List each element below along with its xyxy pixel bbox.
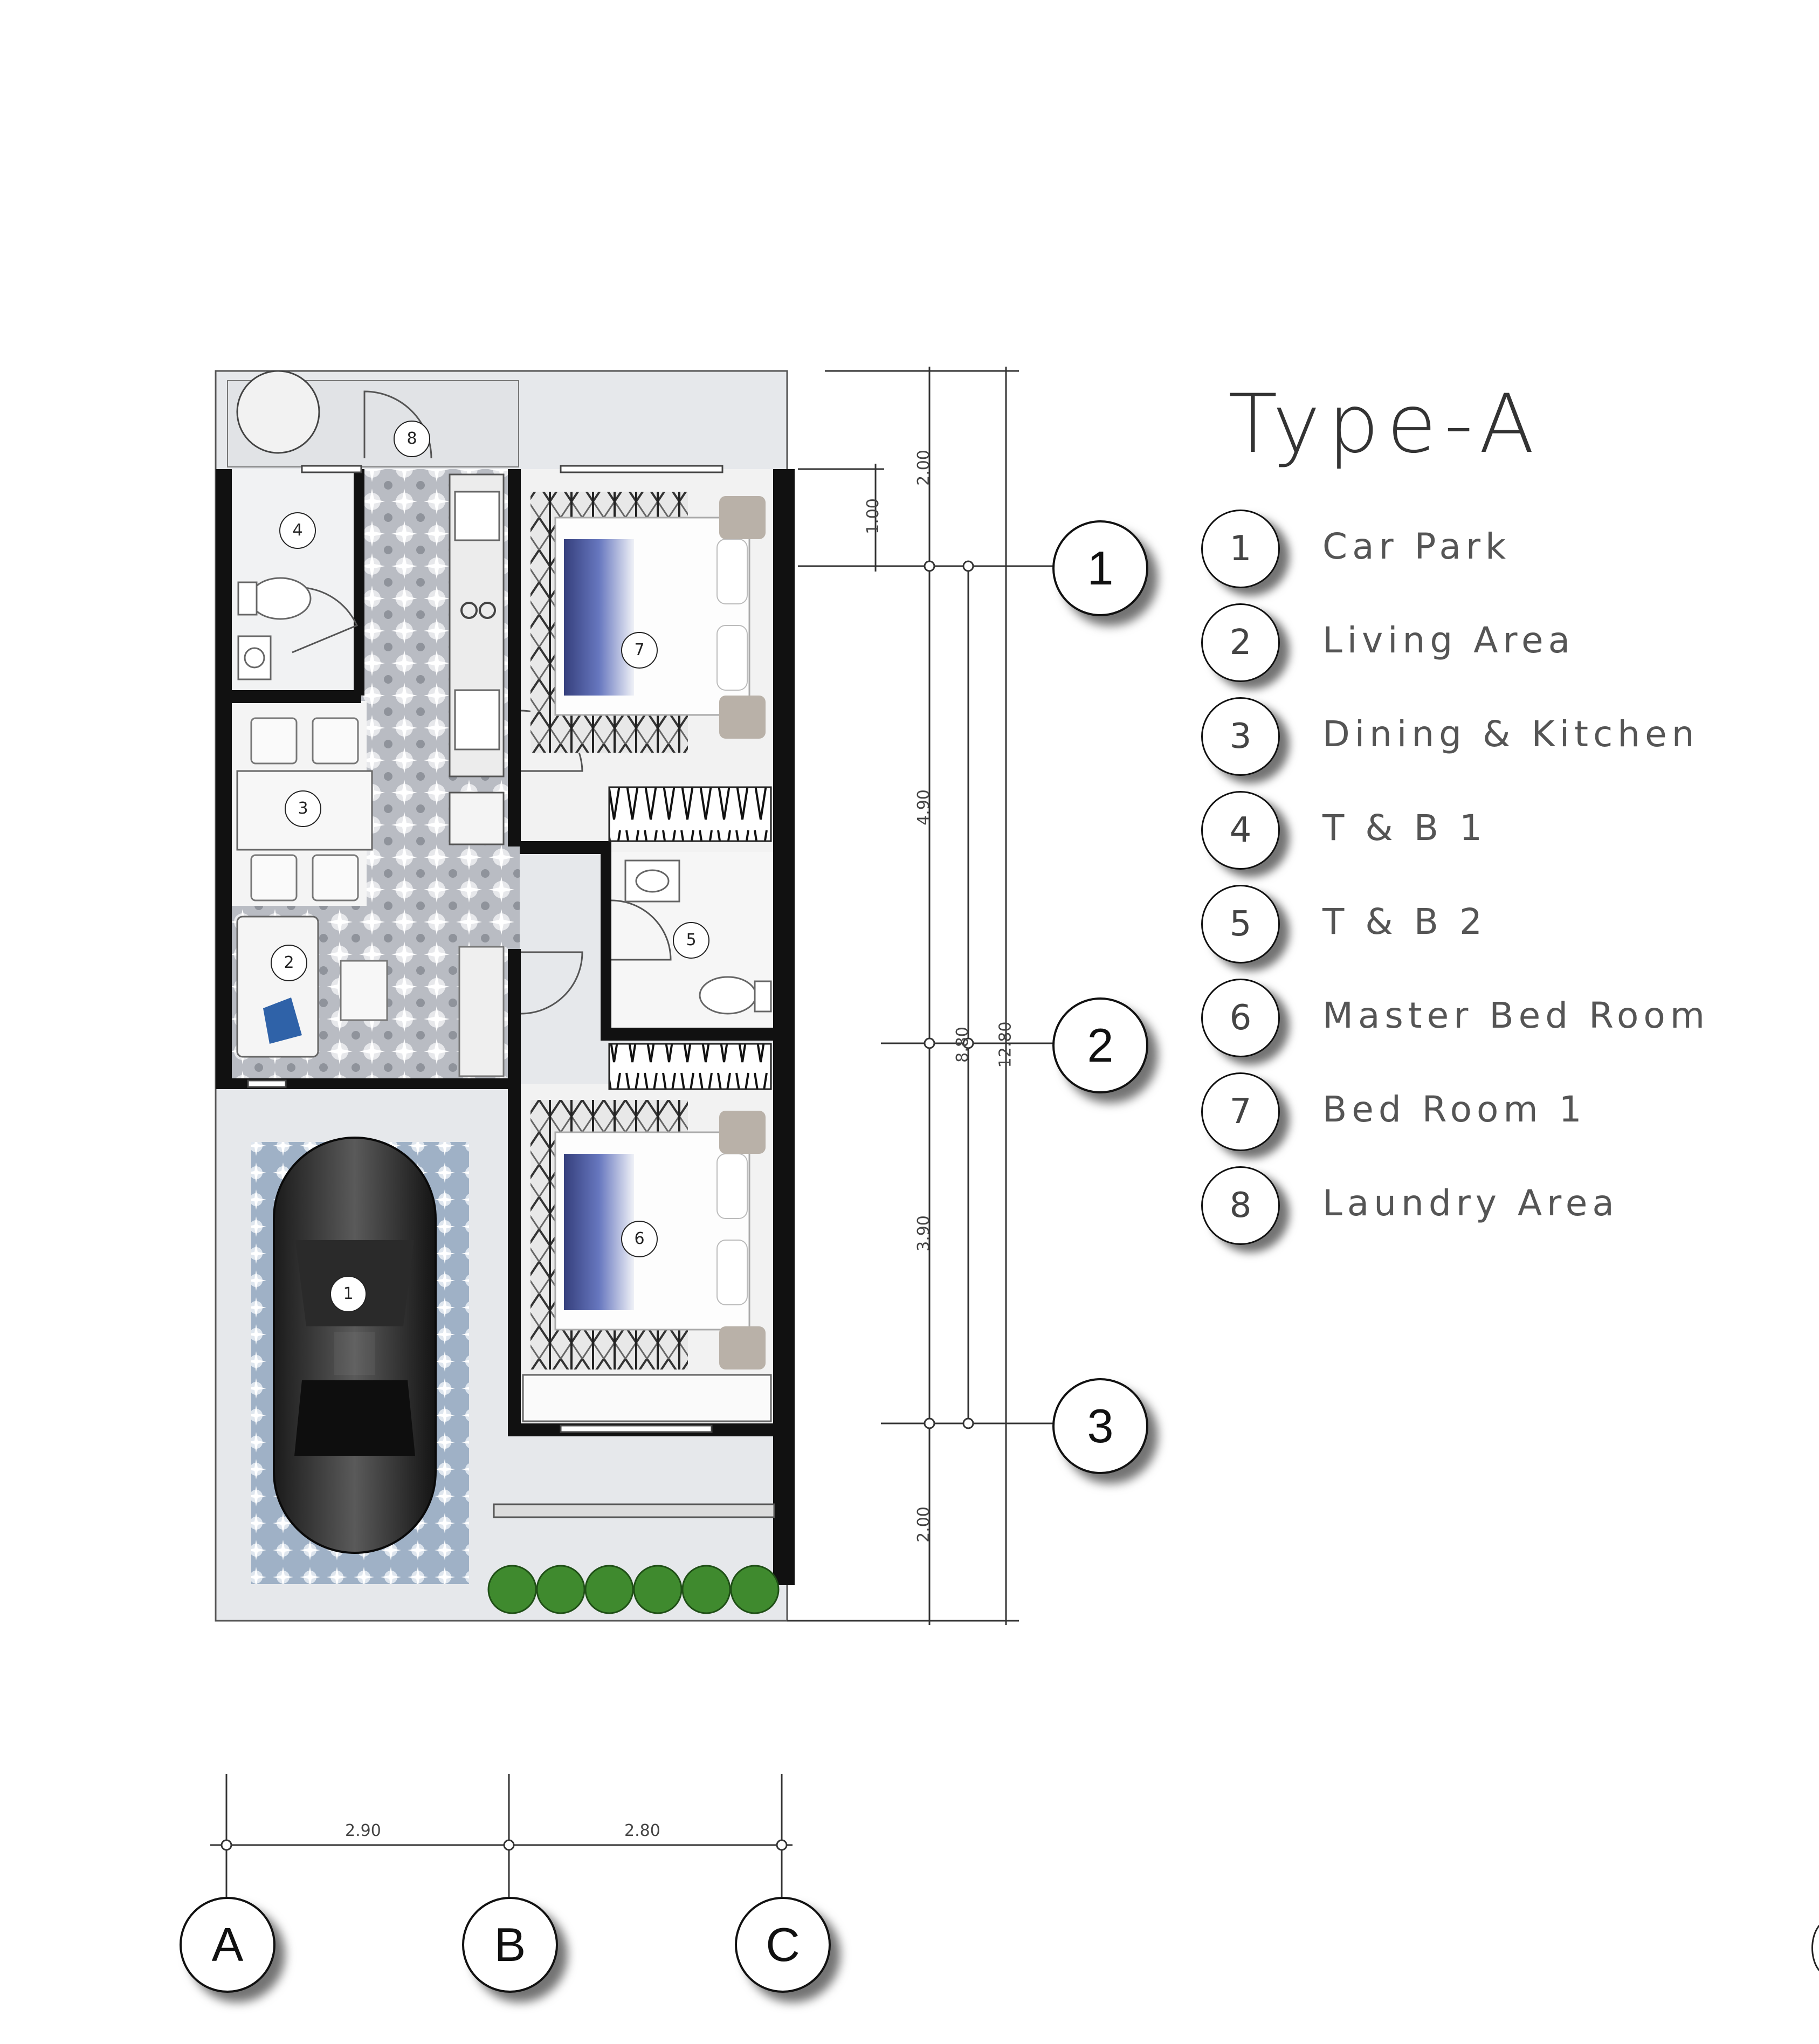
legend-label: T & B 1 — [1322, 807, 1487, 849]
legend-number: 3 — [1201, 697, 1280, 776]
dim-label-2-90: 2.90 — [345, 1821, 381, 1840]
legend-number: 7 — [1201, 1072, 1280, 1151]
room-tag-7: 7 — [621, 632, 658, 669]
legend-number: 4 — [1201, 791, 1280, 870]
legend-number: 8 — [1201, 1166, 1280, 1245]
legend-label: Living Area — [1322, 620, 1575, 661]
dim-label-2-80: 2.80 — [624, 1821, 660, 1840]
dim-label-2-00-bottom: 2.00 — [914, 1506, 933, 1543]
grid-col-b-bubble: B — [462, 1897, 558, 1993]
dim-label-1-00: 1.00 — [863, 498, 883, 534]
room-tag-1: 1 — [330, 1276, 367, 1312]
room-tag-3: 3 — [285, 790, 321, 827]
legend-label: T & B 2 — [1322, 901, 1487, 942]
grid-col-c-bubble: C — [735, 1897, 831, 1993]
legend-label: Bed Room 1 — [1322, 1089, 1587, 1130]
vertical-dimension-lines — [787, 367, 1084, 1625]
plan-title: Type-A — [1228, 377, 1542, 471]
legend-label: Laundry Area — [1322, 1182, 1619, 1224]
legend-label: Car Park — [1322, 526, 1511, 567]
legend-item — [1201, 603, 1794, 697]
room-tag-2: 2 — [271, 945, 307, 981]
dim-label-8-80: 8.80 — [953, 1027, 972, 1063]
legend-item — [1201, 791, 1794, 885]
room-tag-8: 8 — [394, 421, 430, 457]
dim-label-12-80: 12.80 — [996, 1021, 1015, 1068]
room-tag-6: 6 — [621, 1221, 658, 1257]
grid-row-3-bubble: 3 — [1052, 1378, 1148, 1474]
laundry-machine — [237, 371, 319, 453]
legend-number: 5 — [1201, 885, 1280, 963]
legend-item — [1201, 979, 1794, 1072]
grid-row-1-bubble: 1 — [1052, 520, 1148, 616]
grid-row-2-bubble: 2 — [1052, 997, 1148, 1093]
room-tag-4: 4 — [279, 512, 316, 549]
legend-item — [1201, 1166, 1794, 1260]
legend-item — [1201, 885, 1794, 979]
legend-item — [1201, 510, 1794, 603]
legend-label: Dining & Kitchen — [1322, 713, 1699, 755]
grid-col-a-bubble: A — [180, 1897, 275, 1993]
legend — [1201, 510, 1794, 1260]
legend-number: 6 — [1201, 979, 1280, 1057]
legend-item — [1201, 697, 1794, 791]
dim-label-4-90: 4.90 — [914, 789, 933, 825]
legend-item — [1201, 1072, 1794, 1166]
car — [274, 1138, 436, 1553]
dim-label-3-90: 3.90 — [914, 1215, 933, 1251]
legend-label: Master Bed Room — [1322, 995, 1710, 1036]
room-tag-5: 5 — [673, 922, 709, 959]
gate — [494, 1504, 774, 1517]
legend-number: 2 — [1201, 603, 1280, 682]
dim-label-2-00-top: 2.00 — [914, 450, 933, 486]
legend-number: 1 — [1201, 510, 1280, 588]
